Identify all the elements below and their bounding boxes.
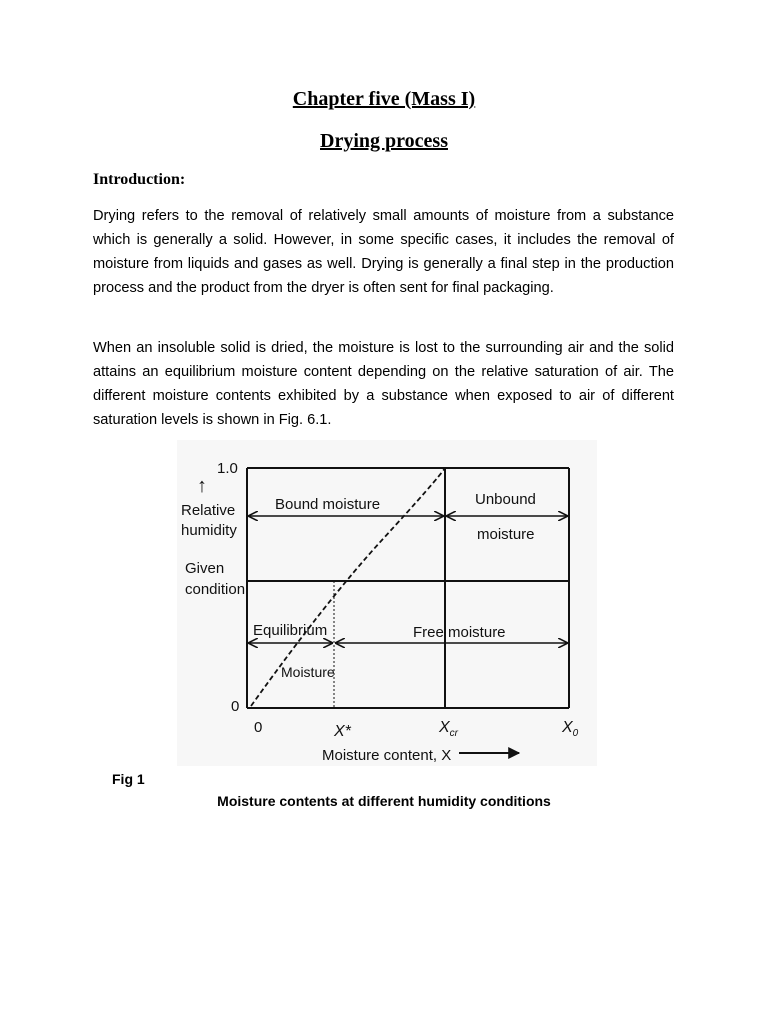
equilibrium-label: Equilibrium bbox=[253, 622, 328, 639]
unbound-label-line1: Unbound bbox=[475, 491, 536, 508]
x-axis-label: Moisture content, X bbox=[322, 747, 452, 764]
equilibrium-moisture-label: Moisture bbox=[281, 664, 335, 680]
ylabel-line1: Relative bbox=[181, 502, 236, 519]
figure-label: Fig 1 bbox=[112, 771, 145, 787]
x-tick-0: 0 bbox=[254, 719, 263, 736]
chapter-title: Chapter five (Mass I) bbox=[292, 88, 476, 110]
paragraph-2: When an insoluble solid is dried, the moisture is lost to the surrounding air and the solid attains an equilibrium moisture content depending on the relative saturation of air. The different moisture contents exhibited by a substance when exposed to air of different saturation levels is shown in Fig. 6.1. bbox=[93, 340, 674, 428]
given-line1: Given bbox=[185, 560, 225, 577]
up-arrow-icon: ↑ bbox=[197, 475, 207, 497]
paragraph-1: Drying refers to the removal of relatively small amounts of moisture from a substance which is generally a solid. However, in some specific cases, it includes the removal of moisture from liquids and gases as well. Drying is generally a final step in the production process and the product from the dryer is often sent for final packaging. bbox=[93, 208, 674, 296]
y-tick-bottom: 0 bbox=[231, 698, 240, 715]
x-tick-x0: $X_0$ bbox=[562, 719, 579, 739]
x-tick-xstar: X* bbox=[334, 723, 351, 740]
figure-caption: Moisture contents at different humidity conditions bbox=[217, 793, 551, 809]
ylabel-line2: humidity bbox=[181, 522, 237, 539]
y-tick-top: 1.0 bbox=[217, 460, 238, 477]
section-title: Drying process bbox=[320, 130, 448, 152]
unbound-label-line2: moisture bbox=[477, 526, 535, 543]
free-moisture-label: Free moisture bbox=[413, 624, 506, 641]
x-tick-xcr: $X_{cr}$ bbox=[439, 719, 459, 739]
bound-moisture-label: Bound moisture bbox=[275, 496, 381, 513]
intro-heading: Introduction: bbox=[93, 171, 186, 188]
given-line2: condition bbox=[185, 581, 246, 598]
moisture-diagram bbox=[177, 440, 597, 766]
